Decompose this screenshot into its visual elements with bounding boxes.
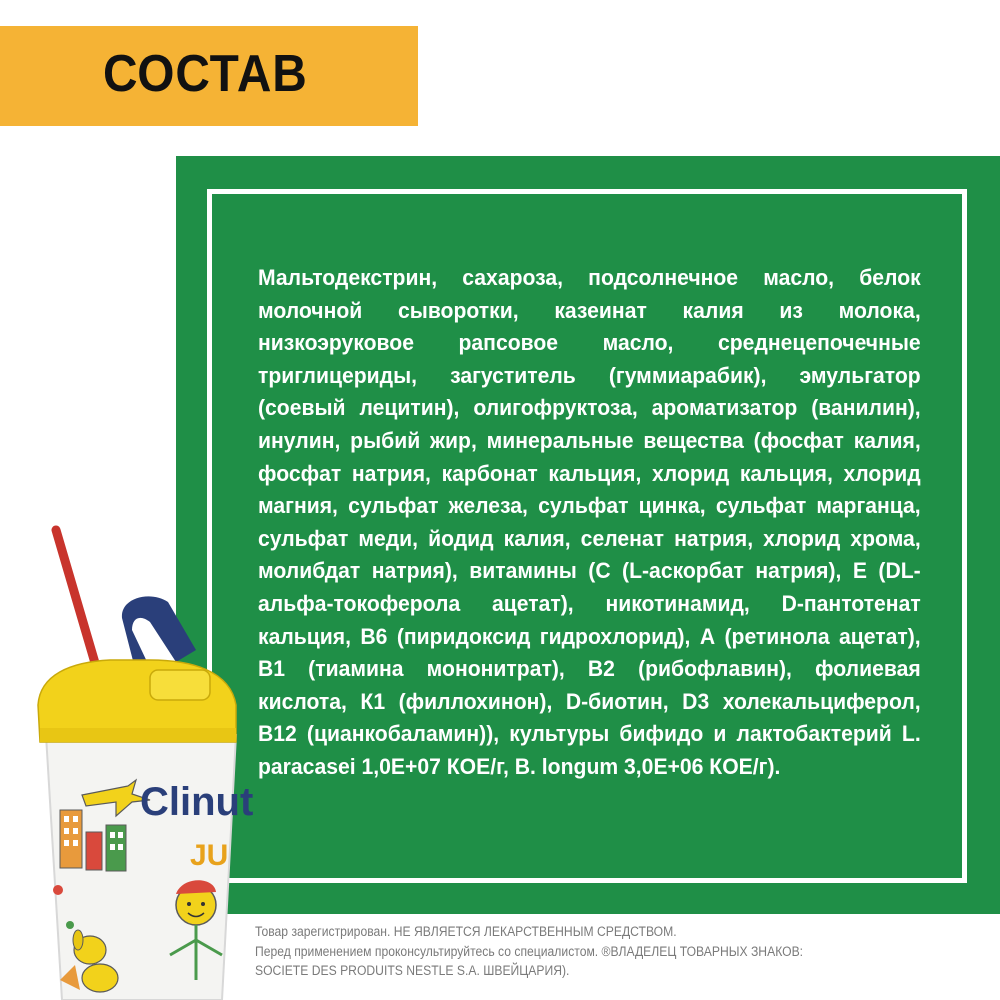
product-shaker-cup-image — [0, 510, 260, 1000]
disclaimer-line-3: SOCIETE DES PRODUITS NESTLE S.A. ШВЕЙЦАРИЯ). — [255, 963, 570, 978]
composition-text: Мальтодекстрин, сахароза, подсолнечное масло, белок молочной сыворотки, казеинат калия из молока, низкоэруковое рапсовое масло, среднецепочечные триглицериды, загуститель (гуммиарабик), эмульгатор (соевый лецитин), олигофруктоза, ароматизатор (ванилин), инулин, рыбий жир, минеральные вещества (фосфат калия, фосфат натрия, карбонат кальция, хлорид кальция, хлорид магния, сульфат железа, сульфат цинка, сульфат марганца, сульфат меди, йодид калия, селенат натрия, хлорид хрома, молибдат натрия), витамины (С (L-аскорбат натрия), Е (DL-альфа-токоферола ацетат), никотинамид, D-пантотенат кальция, В6 (пиридоксид гидрохлорид), А (ретинола ацетат), В1 (тиамина мононитрат), В2 (рибофлавин), фолиевая кислота, К1 (филлохинон), D-биотин, D3 холекальциферол, В12 (цианкобаламин)), культуры бифидо и лактобактерий L. paracasei 1,0Е+07 КОЕ/г, B. longum 3,0Е+06 КОЕ/г). — [258, 265, 921, 779]
lid-spout — [150, 670, 210, 700]
straw — [56, 530, 100, 680]
disclaimer-line-2: Перед применением проконсультируйтесь со специалистом. ®ВЛАДЕЛЕЦ ТОВАРНЫХ ЗНАКОВ: — [255, 943, 804, 959]
brand-sub-text: JU — [190, 839, 229, 872]
brand-logo-text: Clinut — [140, 780, 254, 824]
building-doodle — [60, 810, 82, 868]
page-title: СОСТАВ — [103, 45, 308, 103]
disclaimer-line-1: Товар зарегистрирован. НЕ ЯВЛЯЕТСЯ ЛЕКАРСТВЕННЫМ СРЕДСТВОМ. — [255, 924, 677, 939]
legal-disclaimer — [255, 922, 903, 981]
lid-rim — [40, 728, 236, 742]
building-doodle — [86, 832, 102, 870]
